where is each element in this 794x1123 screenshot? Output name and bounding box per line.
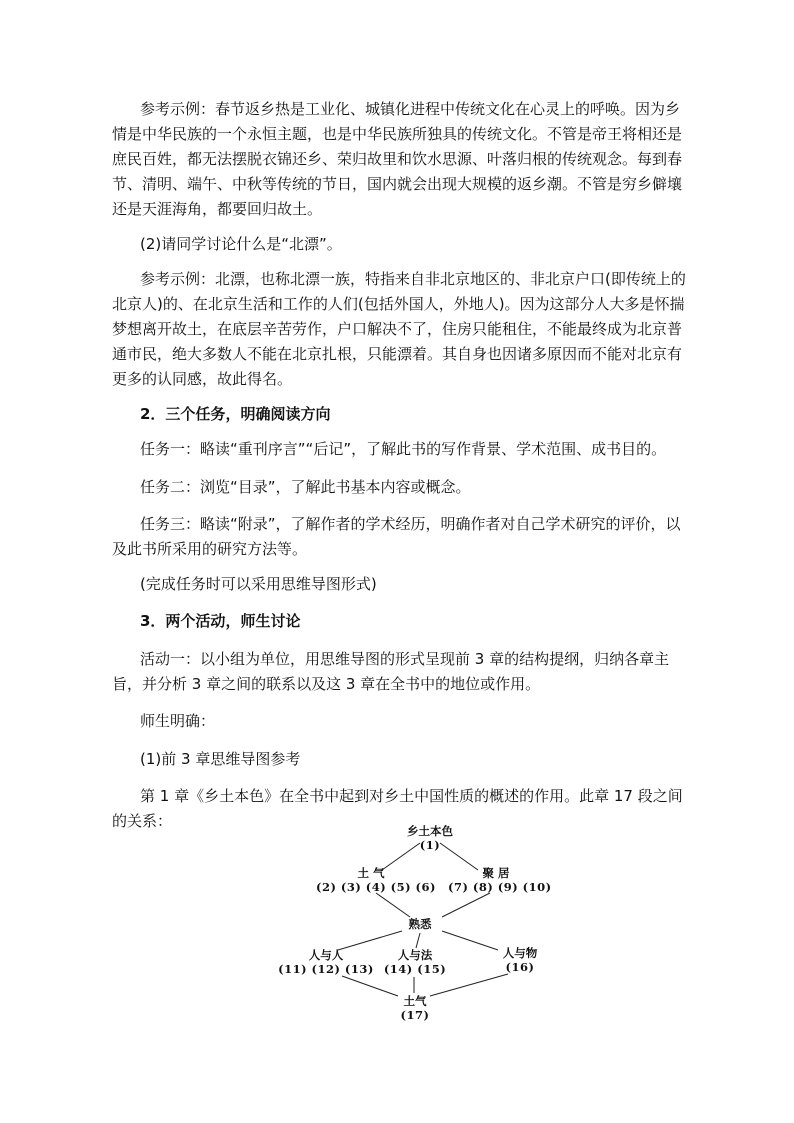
node-b3-title: 人与物 — [502, 946, 538, 960]
node-center — [395, 917, 445, 931]
node-b1-title: 人与人 — [308, 948, 344, 962]
heading-three-tasks: 2．三个任务，明确阅读方向 — [140, 405, 331, 423]
node-right-title: 聚 居 — [482, 866, 510, 880]
node-b2-nums: (14) (15) — [383, 962, 447, 976]
paragraph-homecoming-example: 参考示例：春节返乡热是工业化、城镇化进程中传统文化在心灵上的呼唤。因为乡情是中华民族的一个永恒主题，也是中华民族所独具的传统文化。不管是帝王将相还是庶民百姓，都无法摆脱衣锦还乡、荣归故里和饮水思源、叶落归根的传统观念。每到春节、清明、端午、中秋等传统的节日，国内就会出现大规模的返乡潮。不管是穷乡僻壤还是天涯海角，都要回归故土。 — [112, 100, 683, 218]
node-top-nums: (1) — [419, 838, 441, 852]
node-b2-title: 人与法 — [397, 948, 433, 962]
line-b1-bottom — [342, 976, 398, 996]
paragraph-activity-one: 活动一：以小组为单位，用思维导图的形式呈现前 3 章的结构提纲，归纳各章主旨，并分析 3 章之间的联系以及这 3 章在全书中的地位或作用。 — [112, 650, 670, 693]
line-right-center — [442, 893, 490, 917]
node-top — [385, 824, 475, 852]
paragraph-mindmap-reference: (1)前 3 章思维导图参考 — [140, 750, 301, 768]
node-b3 — [488, 946, 552, 974]
paragraph-mindmap-note: (完成任务时可以采用思维导图形式) — [140, 575, 377, 593]
heading-two-activities: 3．两个活动，师生讨论 — [140, 612, 301, 630]
line-center-b2 — [416, 933, 420, 948]
node-b1-nums: (11) (12) (13) — [278, 962, 374, 976]
paragraph-task-three: 任务三：略读“附录”，了解作者的学术经历，明确作者对自己学术研究的评价，以及此书所采用的研究方法等。 — [112, 515, 681, 558]
node-left — [316, 866, 436, 894]
paragraph-beipiao-example: 参考示例：北漂，也称北漂一族，特指来自非北京地区的、非北京户口(即传统上的北京人)的、在北京生活和工作的人们(包括外国人，外地人)。因为这部分人大多是怀揣梦想离开故土，在底层辛苦劳作，户口解决不了，住房只能租住，不能最终成为北京普通市民，绝大多数人不能在北京扎根，只能漂着。其自身也因诸多原因而不能对北京有更多的认同感，故此得名。 — [112, 270, 686, 388]
node-center-title: 熟悉 — [408, 917, 432, 931]
node-bottom-title: 土气 — [403, 994, 427, 1008]
node-b3-nums: (16) — [505, 960, 535, 974]
node-b2 — [380, 948, 450, 976]
node-b1 — [278, 948, 374, 976]
node-left-nums: (2) (3) (4) (5) (6) — [316, 880, 436, 894]
paragraph-teacher-clarify: 师生明确： — [140, 712, 216, 730]
node-left-title: 土 气 — [357, 866, 385, 880]
paragraph-chapter-one: 第 1 章《乡土本色》在全书中起到对乡土中国性质的概述的作用。此章 17 段之间的关系： — [112, 787, 683, 830]
node-right — [448, 866, 552, 894]
line-b3-bottom — [430, 974, 508, 996]
paragraph-question-beipiao: (2)请同学讨论什么是“北漂”。 — [140, 235, 342, 253]
node-top-title: 乡土本色 — [407, 824, 453, 838]
paragraph-task-one: 任务一：略读“重刊序言”“后记”，了解此书的写作背景、学术范围、成书目的。 — [140, 440, 667, 458]
line-left-center — [376, 893, 410, 917]
node-right-nums: (7) (8) (9) (10) — [448, 880, 552, 894]
node-bottom-nums: (17) — [400, 1008, 430, 1022]
node-bottom — [388, 994, 442, 1022]
paragraph-task-two: 任务二：浏览“目录”，了解此书基本内容或概念。 — [140, 478, 471, 496]
